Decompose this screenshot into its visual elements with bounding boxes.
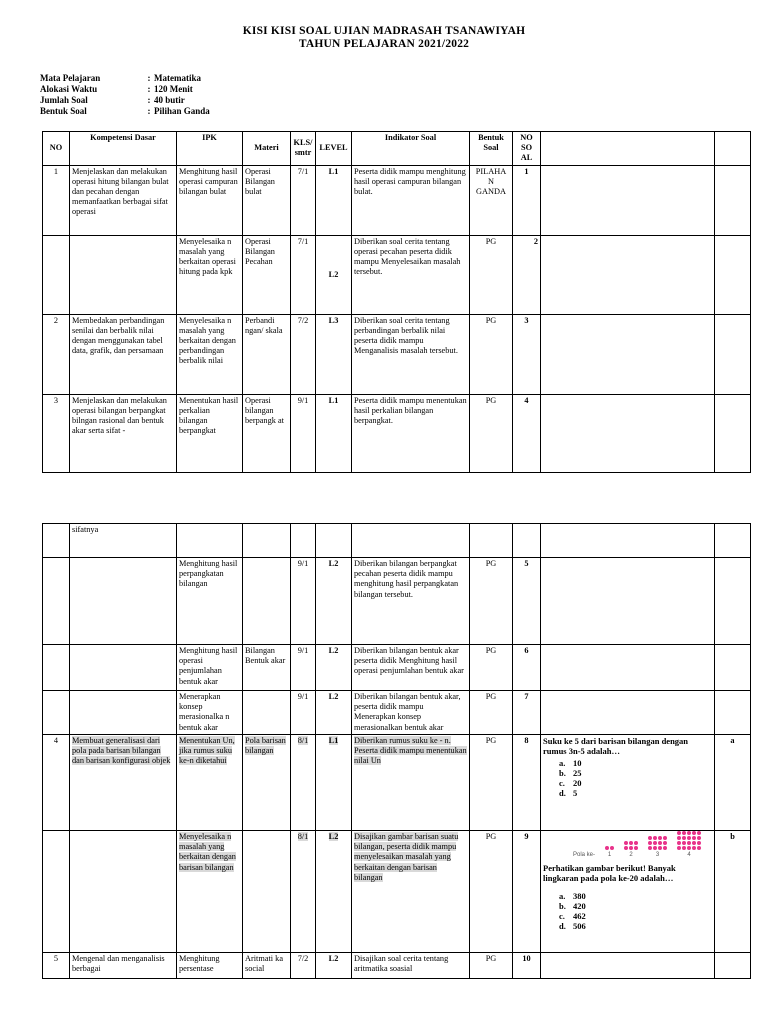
col-kd: Kompetensi Dasar (70, 132, 177, 166)
doc-title: KISI KISI SOAL UJIAN MADRASAH TSANAWIYAH (242, 25, 526, 37)
table-row: 4 Membuat generalisasi dari pola pada barisan bilangan dan barisan konfigurasi objek Menentukan Un, jika rumus suku ke-n diketahui Pola barisan bilangan 8/1 L1 Diberikan rumus suku ke - n. Peserta didik mampu menentukan nilai Un PG 8 Suku ke 5 dari barisan bilangan dengan rumus 3n-5 adalah… a. 10 b. 25 c. 20 d. 5 a (43, 735, 751, 831)
kisi-table-1 (42, 131, 751, 473)
question-8: Suku ke 5 dari barisan bilangan dengan rumus 3n-5 adalah… a. 10 b. 25 c. 20 d. 5 (541, 735, 715, 831)
col-no: NO (43, 132, 70, 166)
col-nosoal: NO SO AL (513, 132, 541, 166)
meta-info (40, 73, 210, 117)
table-row: Menerapkan konsep merasionalka n bentuk akar 9/1 L2 Diberikan bilangan bentuk akar, peserta didik mampu Menerapkan konsep merasionalkan bentuk akar PG 7 (43, 691, 751, 735)
meta-row: Mata Pelajaran : Matematika (40, 73, 201, 83)
kisi-table-2 (42, 523, 751, 979)
pattern-2: 2 (624, 841, 638, 860)
option: d. 506 (559, 921, 586, 931)
option: a. 10 (559, 758, 582, 768)
table-row: Menyelesaika n masalah yang berkaitan dengan barisan bilangan 8/1 L2 Disajikan gambar barisan suatu bilangan, peserta didik mampu menyelesaikan masalah yang berkaitan dengan barisan bilangan PG 9 Pola ke- 1 2 3 4 Perhatikan gambar berikut! Banyak lingkaran pada pola ke-20 adalah… a. 380 b. 420 c. 462 d. 506 b (43, 831, 751, 953)
table-row: 2 Membedakan perbandingan senilai dan berbalik nilai dengan menggunakan tabel data, grafik, dan persamaan Menyelesaika n masalah yang berkaitan dengan perbandingan berbalik nilai Perbandi ngan/ skala 7/2 L3 Diberikan soal cerita tentang perbandingan berbalik nilai peserta didik mampu Menganalisis masalah tersebut. PG 3 (43, 314, 751, 394)
table-row: Menghitung hasil perpangkatan bilangan 9/1 L2 Diberikan bilangan berpangkat pecahan peserta didik mampu menghitung hasil perpangkatan bilangan tersebut. PG 5 (43, 558, 751, 645)
question-9: Pola ke- 1 2 3 4 Perhatikan gambar berikut! Banyak lingkaran pada pola ke-20 adalah… a. 380 b. 420 c. 462 d. 506 (541, 831, 715, 953)
doc-subtitle: TAHUN PELAJARAN 2021/2022 (298, 38, 470, 50)
col-blank2 (715, 132, 751, 166)
table-header-row (43, 132, 751, 166)
option: b. 420 (559, 901, 586, 911)
answer-key-8: a (715, 735, 751, 831)
table-row: Menghitung hasil operasi penjumlahan bentuk akar Bilangan Bentuk akar 9/1 L2 Diberikan bilangan bentuk akar peserta didik Menghitung hasil operasi penjumlahan bentuk akar PG 6 (43, 645, 751, 691)
col-level: LEVEL (316, 132, 352, 166)
table-row: sifatnya (43, 524, 751, 558)
col-blank (541, 132, 715, 166)
table-row: 3 Menjelaskan dan melakukan operasi bilangan berpangkat bilngan rasional dan bentuk akar serta sifat - Menentukan hasil perkalian bilangan berpangkat Operasi bilangan berpangk at 9/1 L1 Peserta didik mampu menentukan hasil perkalian bilangan berpangkat. PG 4 (43, 394, 751, 472)
options-8 (559, 758, 712, 798)
pattern-3: 3 (648, 836, 667, 860)
meta-row: Bentuk Soal : Pilihan Ganda (40, 106, 210, 116)
options-9 (559, 891, 712, 931)
col-indikator: Indikator Soal (352, 132, 470, 166)
option: c. 462 (559, 911, 586, 921)
option: c. 20 (559, 778, 582, 788)
option: a. 380 (559, 891, 586, 901)
option: d. 5 (559, 788, 578, 798)
option: b. 25 (559, 768, 582, 778)
col-kls: KLS/ smtr (291, 132, 316, 166)
pattern-1: 1 (605, 846, 614, 860)
answer-key-9: b (715, 831, 751, 953)
dot-pattern-image: Pola ke- 1 2 3 4 (543, 832, 712, 860)
col-bentuk: Bentuk Soal (470, 132, 513, 166)
meta-row: Alokasi Waktu : 120 Menit (40, 84, 193, 94)
table-row: Menyelesaika n masalah yang berkaitan operasi hitung pada kpk Operasi Bilangan Pecahan 7/1 L2 Diberikan soal cerita tentang operasi pecahan peserta didik mampu Menyelesaikan masalah tersebut. PG 2 (43, 235, 751, 314)
pattern-4: 4 (677, 831, 701, 860)
table-row: 1 Menjelaskan dan melakukan operasi hitung bilangan bulat dan pecahan dengan memanfaatkan berbagai sifat operasi Menghitung hasil operasi campuran bilangan bulat Operasi Bilangan bulat 7/1 L1 Peserta didik mampu menghitung hasil operasi campuran bilangan bulat. PILAHA N GANDA 1 (43, 165, 751, 235)
meta-row: Jumlah Soal : 40 butir (40, 95, 185, 105)
col-materi: Materi (243, 132, 291, 166)
col-ipk: IPK (177, 132, 243, 166)
table-row: 5 Mengenal dan menganalisis berbagai Menghitung persentase Aritmati ka social 7/2 L2 Disajikan soal cerita tentang aritmatika soasial PG 10 (43, 953, 751, 979)
